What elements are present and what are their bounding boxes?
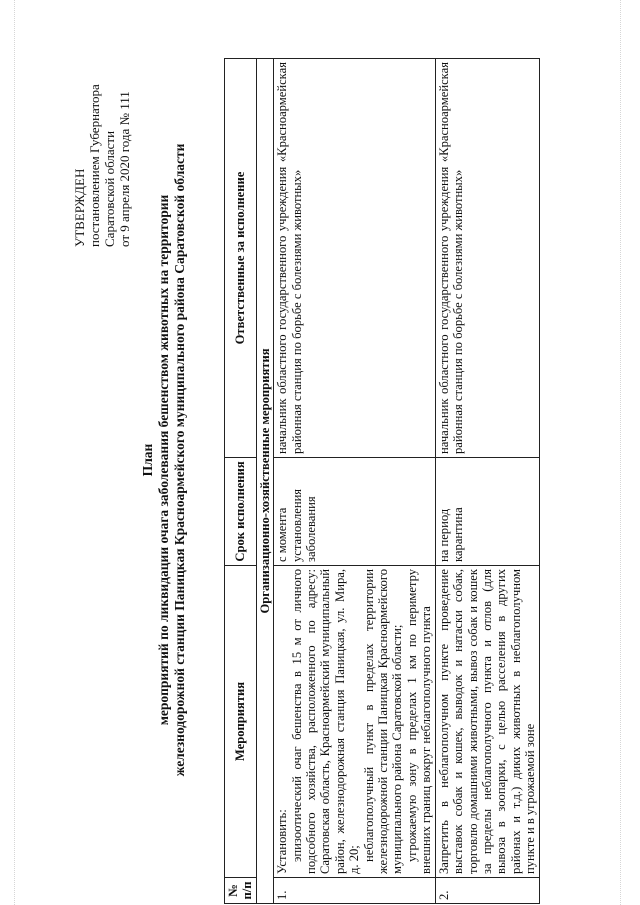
row-number: 1. — [274, 878, 435, 904]
activity-paragraph: угрожаемую зону в пределах 1 км по периметру внешних границ вокруг неблагополучного пункта — [404, 569, 434, 874]
activity-paragraph: эпизоотический очаг бешенства в 15 м от личного подсобного хозяйства, расположенного по адресу: Саратовская область, Красноармейский муниципальный район, железнодорожная станция Паницкая, ул. Мира, д. 20; — [289, 569, 362, 874]
row-number: 2. — [435, 878, 539, 904]
activity-paragraph: неблагополучный пункт в пределах территории железнодорожной станции Паницкая Красноармейского муниципального района Саратовской области; — [361, 569, 405, 874]
row-responsible: начальник областного государственного учреждения «Красноармейская районная станция по борьбе с болезнями животных» — [435, 59, 539, 458]
approval-line: УТВЕРЖДЕН — [72, 168, 87, 247]
header-deadline: Срок исполнения — [225, 458, 257, 566]
approval-line: от 9 апреля 2020 года № 111 — [117, 91, 132, 247]
row-activity — [274, 566, 435, 878]
header-number: № п/п — [225, 878, 257, 904]
plan-table — [224, 58, 540, 904]
approval-line: Саратовской области — [102, 130, 117, 247]
section-row — [256, 59, 273, 904]
title-line: План — [140, 443, 155, 477]
row-activity — [435, 566, 539, 878]
header-activities: Мероприятия — [225, 566, 257, 878]
row-deadline: с момента установления заболевания — [274, 458, 435, 566]
document-title — [140, 35, 188, 885]
title-line: железнодорожной станции Паницкая Красноармейского муниципального района Саратовской области — [172, 143, 187, 777]
section-title: Организационно-хозяйственные мероприятия — [256, 59, 273, 904]
row-responsible: начальник областного государственного учреждения «Красноармейская районная станция по борьбе с болезнями животных» — [274, 59, 435, 458]
activity-paragraph: Запретить в неблагополучном пункте проведение выставок собак и кошек, выводок и натаски собак, торговлю домашними животными, вывоз собак и кошек за пределы неблагополучного пункта и отлов (для вывоза в зоопарки, с целью расселения в других районах и т.д.) диких животных в неблагополучном пункте и в угрожаемой зоне — [436, 569, 538, 874]
table-row — [435, 59, 539, 904]
table-header-row — [225, 59, 257, 904]
header-responsible: Ответственные за исполнение — [225, 59, 257, 458]
approval-stamp — [72, 7, 132, 247]
row-deadline: на период карантина — [435, 458, 539, 566]
table-row — [274, 59, 435, 904]
title-line: мероприятий по ликвидации очага заболевания бешенством животных на территории — [156, 194, 171, 726]
activity-paragraph: Установить: — [275, 809, 290, 874]
approval-line: постановлением Губернатора — [87, 84, 102, 247]
